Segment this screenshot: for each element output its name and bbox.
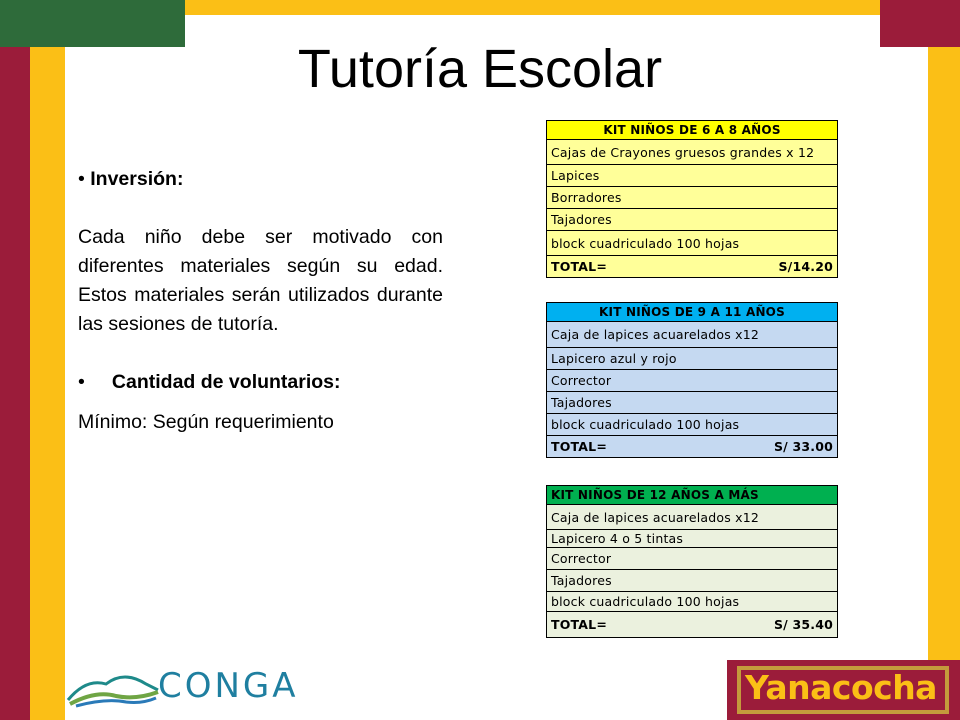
kit-item: Borradores [547, 187, 838, 209]
bullet-inversion: • Inversión: [78, 168, 184, 190]
kit-header: KIT NIÑOS DE 12 AÑOS A MÁS [547, 486, 838, 505]
kit-item: block cuadriculado 100 hojas [547, 414, 838, 436]
conga-logo [66, 662, 299, 712]
conga-mountain-icon [66, 664, 161, 708]
kit-item: Tajadores [547, 209, 838, 231]
paragraph: Cada niño debe ser motivado con diferentes materiales según su edad. Estos materiales serán utilizados durante las sesiones de tutoría. [78, 226, 443, 335]
yanacocha-logo-text: Yanacocha [745, 668, 937, 707]
slide-title: Tutoría Escolar [297, 39, 663, 99]
kit-total-row [547, 612, 838, 638]
kit-item: Lapicero 4 o 5 tintas [547, 530, 838, 548]
kit-item: Lapices [547, 165, 838, 187]
kit-total-row [547, 256, 838, 278]
kit-item: Tajadores [547, 392, 838, 414]
kit-item: Caja de lapices acuarelados x12 [547, 505, 838, 530]
slide-body [78, 165, 443, 437]
kit-total-label: TOTAL= [551, 617, 608, 632]
left-gold-bar [30, 0, 65, 720]
kit-total-value: S/ 33.00 [773, 439, 833, 454]
left-maroon-bar [0, 0, 30, 720]
kit-item: Corrector [547, 370, 838, 392]
kit-item: Tajadores [547, 570, 838, 592]
kit-total-label: TOTAL= [551, 439, 608, 454]
bullet-voluntarios-label: Cantidad de voluntarios: [111, 371, 341, 393]
right-gold-bar [928, 0, 960, 720]
spacer [78, 339, 443, 368]
kit-total-label: TOTAL= [551, 259, 608, 274]
yanacocha-logo [727, 660, 960, 720]
bullet-voluntarios: • Cantidad de voluntarios: [78, 371, 341, 393]
top-gold-bar [185, 0, 880, 15]
kit-item: block cuadriculado 100 hojas [547, 231, 838, 256]
spacer [78, 397, 443, 408]
kit-header: KIT NIÑOS DE 9 A 11 AÑOS [547, 303, 838, 322]
bullet-inversion-label: Inversión: [90, 168, 184, 190]
minimum-text: Mínimo: Según requerimiento [78, 411, 334, 433]
kit-item: Lapicero azul y rojo [547, 348, 838, 370]
kit-table-12-mas [546, 485, 838, 638]
spacer [78, 194, 443, 223]
kit-header: KIT NIÑOS DE 6 A 8 AÑOS [547, 121, 838, 140]
conga-logo-text: CONGA [158, 666, 299, 706]
kit-total-value: S/14.20 [778, 259, 833, 274]
kit-item: Cajas de Crayones gruesos grandes x 12 [547, 140, 838, 165]
kit-table-6-8 [546, 120, 838, 278]
kit-item: block cuadriculado 100 hojas [547, 592, 838, 612]
kit-item: Caja de lapices acuarelados x12 [547, 322, 838, 348]
kit-total-row [547, 436, 838, 458]
kit-table-9-11 [546, 302, 838, 458]
kit-total-value: S/ 35.40 [773, 617, 833, 632]
kit-item: Corrector [547, 548, 838, 570]
